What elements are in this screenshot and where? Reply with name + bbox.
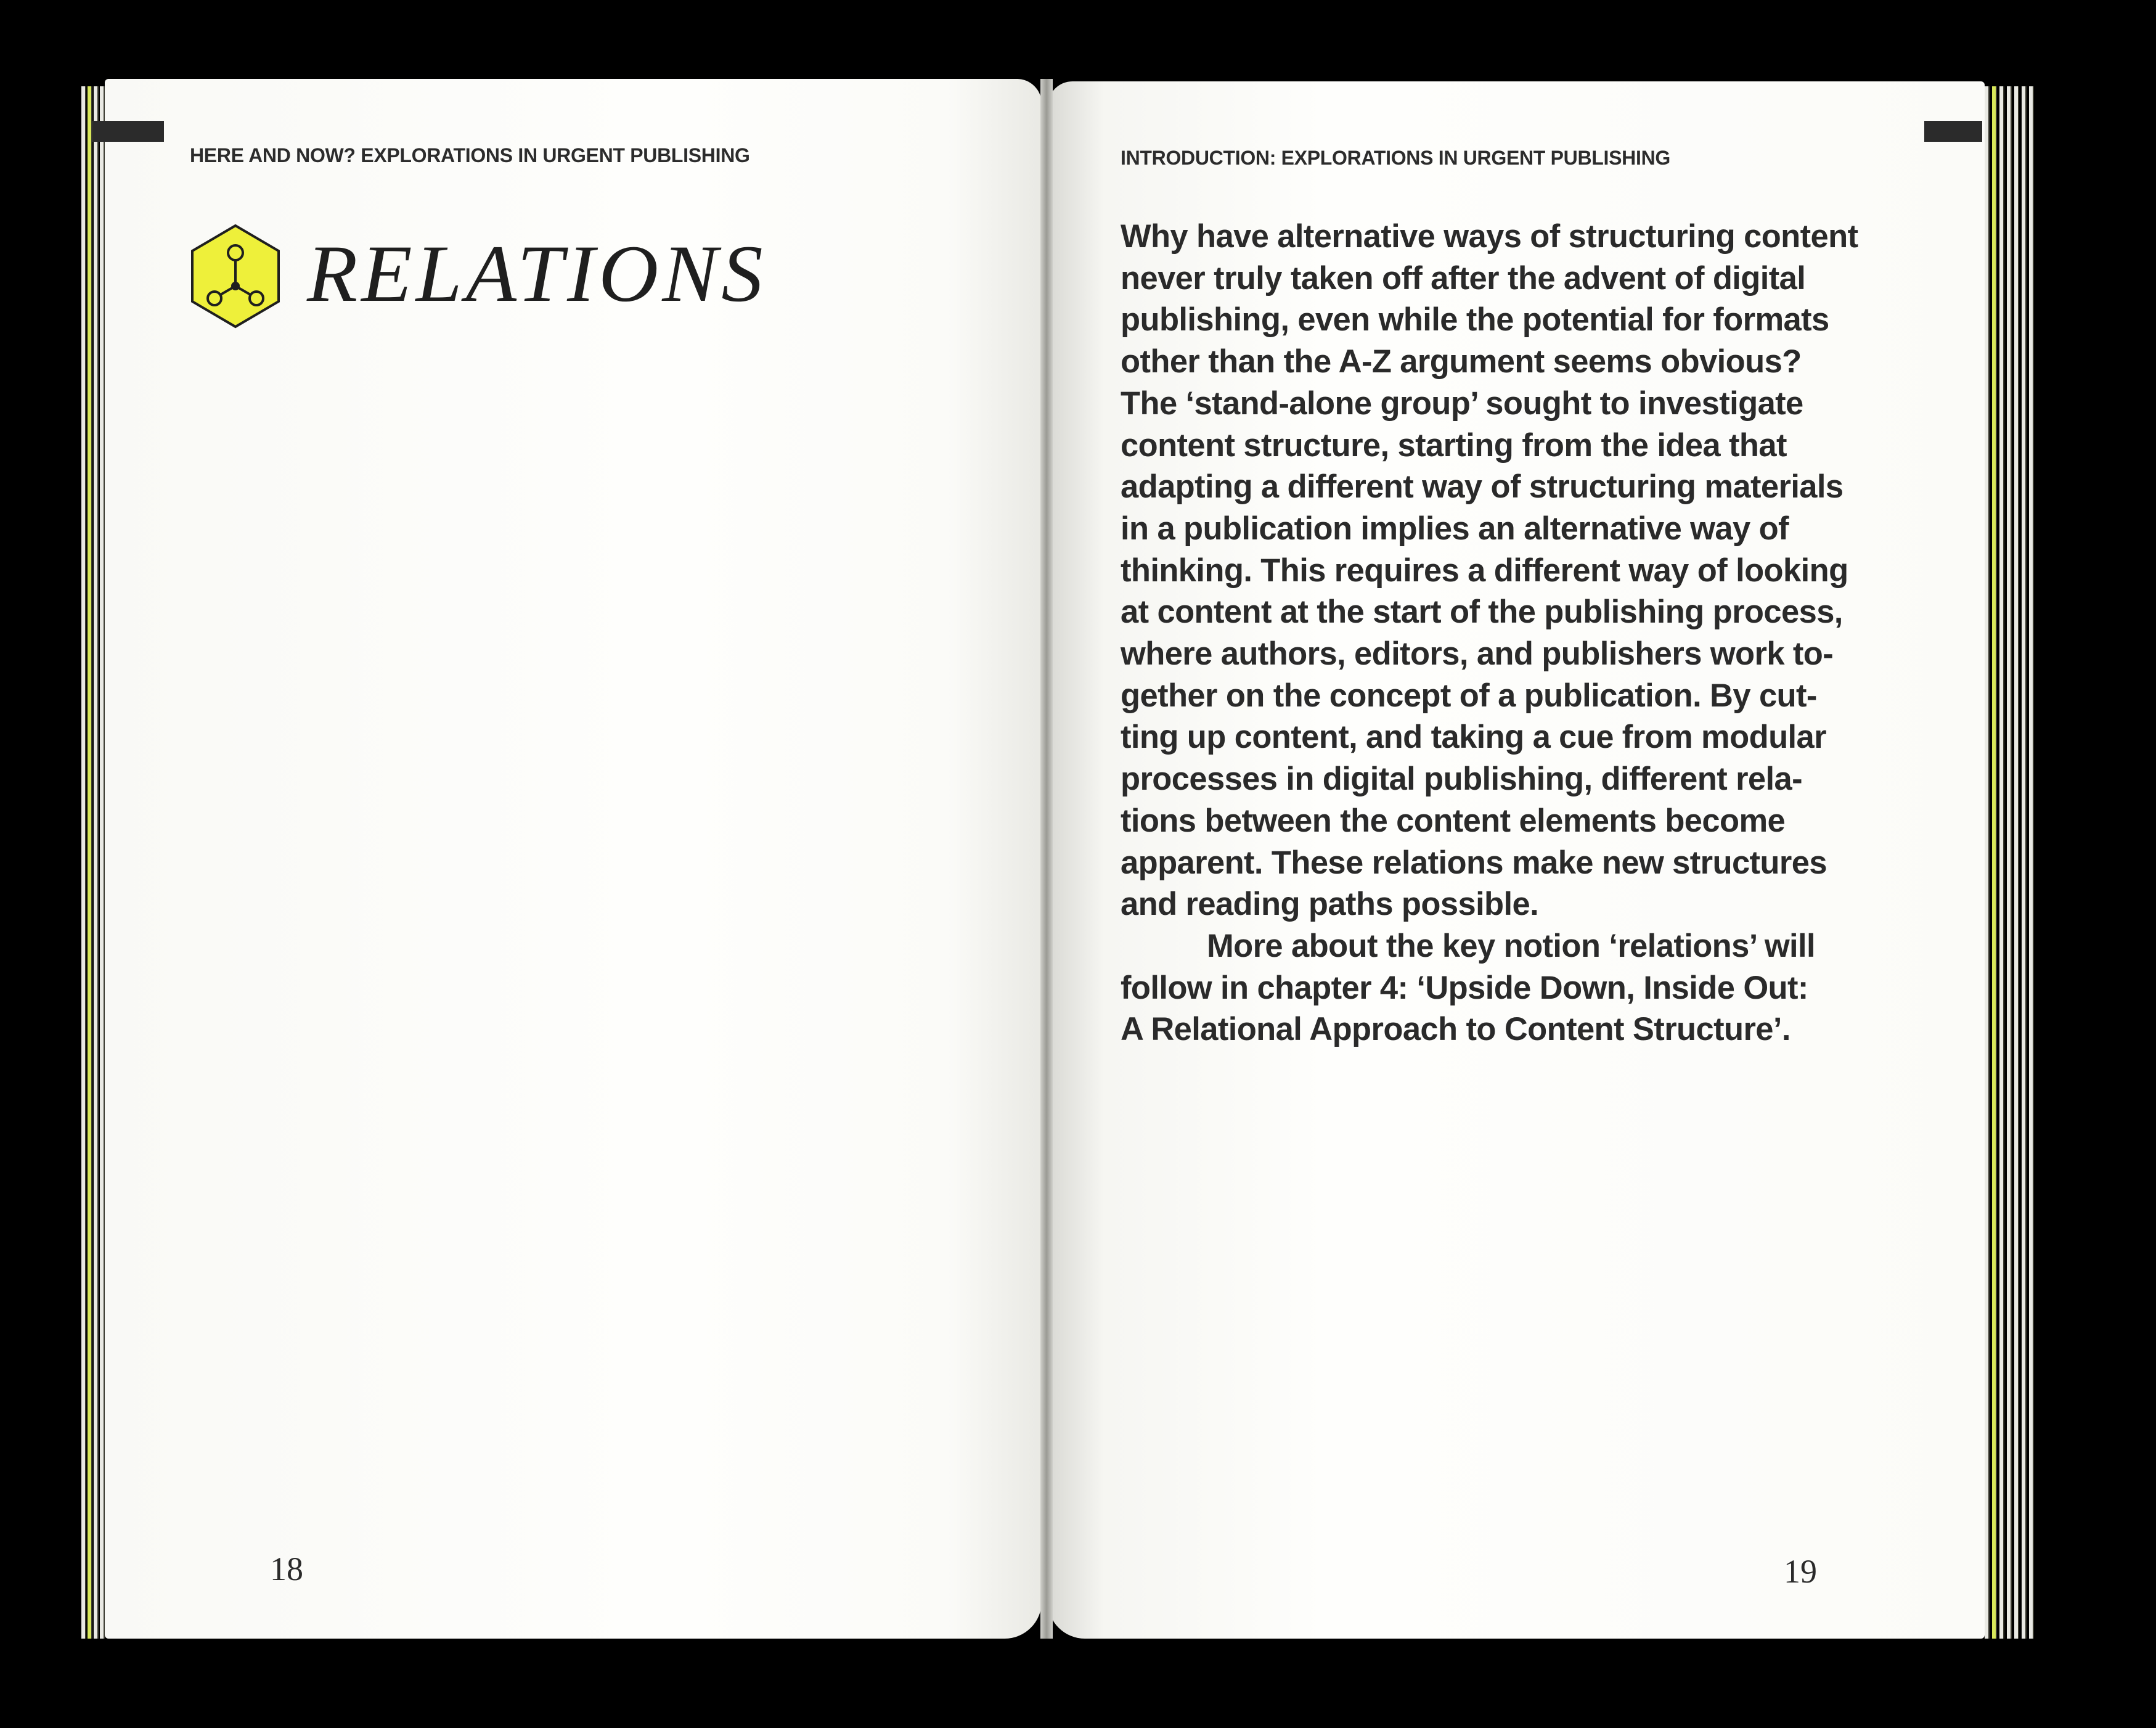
body-text <box>1121 216 1916 1050</box>
body-line: processes in digital publishing, different rela- <box>1121 761 1802 798</box>
body-line: where authors, editors, and publishers work to- <box>1121 636 1834 673</box>
body-line: and reading paths possible. <box>1121 886 1539 923</box>
body-line: gether on the concept of a publication. By cut- <box>1121 677 1817 714</box>
left-running-head: HERE AND NOW? EXPLORATIONS IN URGENT PUBLISHING <box>190 144 750 166</box>
body-line: More about the key notion ‘relations’ will <box>1207 927 1816 964</box>
body-line: The ‘stand-alone group’ sought to investigate <box>1121 385 1803 422</box>
body-line: other than the A-Z argument seems obvious? <box>1121 343 1802 380</box>
page-number-left: 18 <box>270 1550 303 1587</box>
body-line: in a publication implies an alternative way of <box>1121 510 1789 547</box>
right-thumb-tab-marker <box>1924 121 1982 142</box>
section-title: RELATIONS <box>307 228 767 319</box>
body-line: never truly taken off after the advent of digital <box>1121 260 1806 297</box>
body-line: A Relational Approach to Content Structure’. <box>1121 1011 1791 1048</box>
body-line: at content at the start of the publishing process, <box>1121 594 1843 631</box>
body-line: follow in chapter 4: ‘Upside Down, Inside Out: <box>1121 969 1808 1006</box>
body-line: Why have alternative ways of structuring content <box>1121 218 1858 255</box>
right-running-head: INTRODUCTION: EXPLORATIONS IN URGENT PUBLISHING <box>1121 147 1670 169</box>
relations-network-hexagon-icon <box>189 223 282 329</box>
body-line: content structure, starting from the idea that <box>1121 427 1787 464</box>
body-line: ting up content, and taking a cue from modular <box>1121 719 1826 756</box>
left-thumb-tab-marker <box>92 121 164 142</box>
book-gutter <box>1040 79 1053 1639</box>
body-line: thinking. This requires a different way of looking <box>1121 552 1848 589</box>
page-number-right: 19 <box>1784 1553 1817 1590</box>
body-line: publishing, even while the potential for formats <box>1121 301 1829 338</box>
body-line: tions between the content elements become <box>1121 802 1786 839</box>
body-line: adapting a different way of structuring materials <box>1121 469 1844 506</box>
body-line: apparent. These relations make new structures <box>1121 844 1827 881</box>
